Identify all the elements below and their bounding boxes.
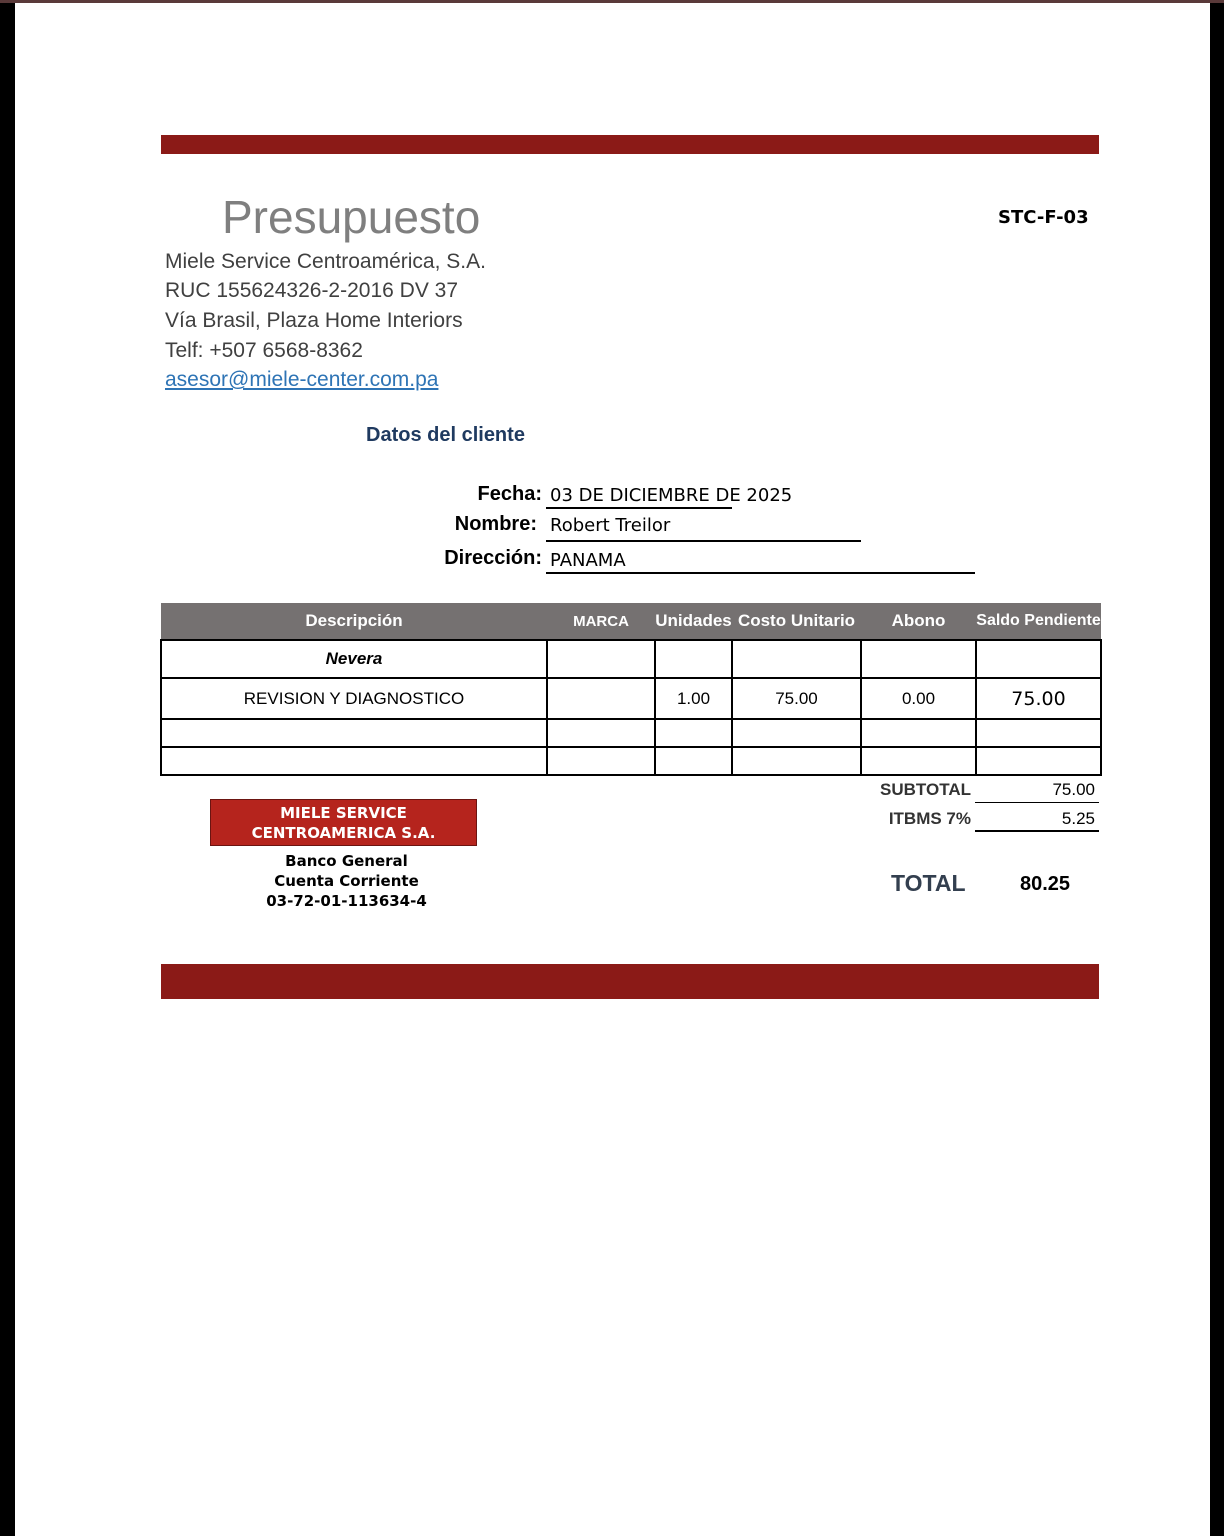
table-cell — [547, 747, 655, 775]
table-cell — [161, 719, 547, 747]
category-cell: Nevera — [161, 640, 547, 678]
header-marca: MARCA — [547, 603, 655, 640]
itbms-value: 5.25 — [1061, 809, 1095, 828]
bank-account-type: Cuenta Corriente — [274, 872, 419, 890]
table-cell — [161, 747, 547, 775]
company-name: Miele Service Centroamérica, S.A. — [165, 250, 486, 273]
table-header-row — [161, 603, 1101, 640]
table-cell — [861, 719, 976, 747]
bottom-accent-bar — [161, 964, 1099, 999]
table-cell — [655, 640, 732, 678]
header-unidades: Unidades — [655, 603, 732, 640]
direccion-underline — [546, 572, 975, 574]
table-cell — [547, 640, 655, 678]
table-cell — [732, 747, 861, 775]
header-costo-unitario: Costo Unitario — [732, 603, 861, 640]
row-costo: 75.00 — [732, 678, 861, 719]
table-cell — [655, 747, 732, 775]
bank-account-holder-box — [210, 799, 477, 846]
total-label: TOTAL — [891, 870, 966, 896]
bank-box-line1: MIELE SERVICE — [280, 804, 407, 822]
direccion-value: PANAMA — [550, 550, 626, 571]
subtotal-underline — [975, 802, 1099, 803]
direccion-label: Dirección: — [444, 547, 542, 569]
table-cell — [976, 640, 1101, 678]
company-email-link[interactable]: asesor@miele-center.com.pa — [165, 368, 439, 391]
itbms-label: ITBMS 7% — [888, 809, 971, 828]
top-accent-bar — [161, 135, 1099, 154]
fecha-underline — [546, 507, 732, 509]
subtotal-value: 75.00 — [1052, 780, 1095, 799]
bank-box-line2: CENTROAMERICA S.A. — [251, 824, 436, 842]
table-cell — [732, 719, 861, 747]
header-saldo-pendiente: Saldo Pendiente — [976, 603, 1101, 640]
document-title: Presupuesto — [222, 191, 481, 243]
nombre-label: Nombre: — [454, 513, 537, 535]
row-saldo: 75.00 — [976, 678, 1101, 719]
table-cell — [655, 719, 732, 747]
row-abono: 0.00 — [861, 678, 976, 719]
nombre-underline — [546, 540, 861, 542]
items-table — [160, 603, 1102, 776]
document-code: STC-F-03 — [998, 207, 1089, 228]
table-row — [161, 719, 1101, 747]
company-ruc: RUC 155624326-2-2016 DV 37 — [165, 279, 459, 302]
table-row — [161, 747, 1101, 775]
header-abono: Abono — [861, 603, 976, 640]
fecha-label: Fecha: — [477, 483, 542, 505]
table-cell — [861, 640, 976, 678]
subtotal-label: SUBTOTAL — [880, 780, 971, 799]
row-marca — [547, 678, 655, 719]
table-cell — [976, 719, 1101, 747]
header-descripcion: Descripción — [161, 603, 547, 640]
fecha-value: 03 DE DICIEMBRE DE 2025 — [550, 485, 793, 506]
client-section-title: Datos del cliente — [366, 424, 525, 446]
row-descripcion: REVISION Y DIAGNOSTICO — [161, 678, 547, 719]
table-cell — [861, 747, 976, 775]
company-phone: Telf: +507 6568-8362 — [165, 339, 363, 362]
bank-account-number: 03-72-01-113634-4 — [266, 892, 427, 910]
bank-name: Banco General — [285, 852, 408, 870]
total-value: 80.25 — [1020, 873, 1071, 895]
itbms-underline — [975, 830, 1099, 832]
table-cell — [732, 640, 861, 678]
row-unidades: 1.00 — [655, 678, 732, 719]
table-row — [161, 678, 1101, 719]
table-cell — [547, 719, 655, 747]
table-row — [161, 640, 1101, 678]
nombre-value: Robert Treilor — [550, 515, 671, 536]
table-cell — [976, 747, 1101, 775]
company-address: Vía Brasil, Plaza Home Interiors — [165, 309, 463, 332]
